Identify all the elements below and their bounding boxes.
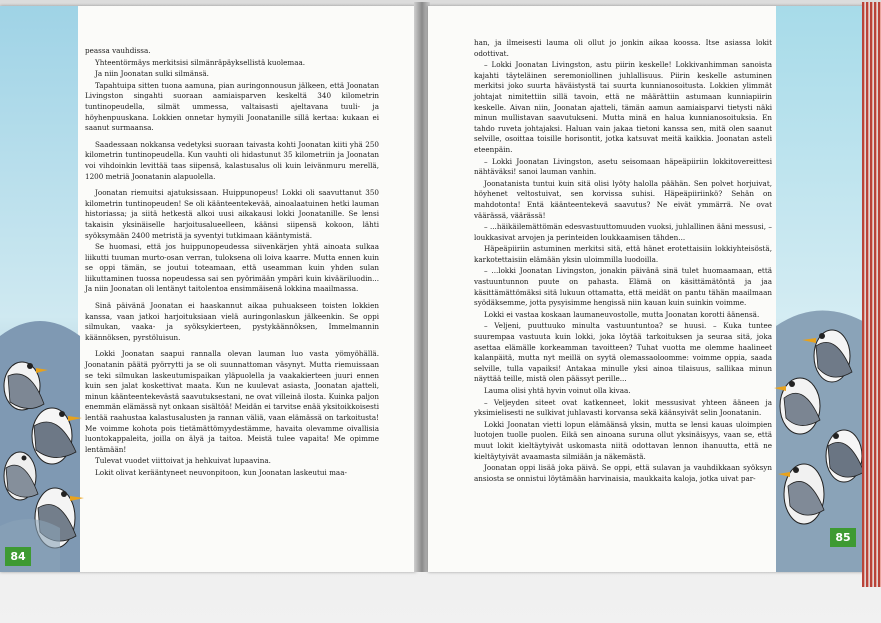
paragraph: Sinä päivänä Joonatan ei haaskannut aikaa puhuakseen toisten lokkien kanssa, vaan jatkoi harjoituksiaan vielä auringonlaskun jälkeenkin. Se oppi silmukan, vaaka- ja syöksykierteen, pystykäännöksen, Immelmannin käännöksen, pyrstöluisun. <box>85 301 379 342</box>
page-number-right: 85 <box>830 528 856 547</box>
paragraph: han, ja ilmeisesti lauma oli ollut jo jonkin aikaa koossa. Itse asiassa lokit odottivat. <box>474 38 772 58</box>
paragraph: Lokki ei vastaa koskaan laumaneuvostolle, mutta Joonatan korotti äänensä. <box>484 309 760 319</box>
paragraph: – Veljeni, puuttuuko minulta vastuuntuntoa? se huusi. – Kuka tuntee suurempaa vastuuta kuin lokki, joka löytää tarkoituksen ja seuraa sitä, joka asettaa elämälle korkeamman tavoitteen? Tuhat vuotta me olemme haalineet kalanpäitä, mutta nyt meillä on syytä olemassaoloomme: voimme oppia, saada selville, tulla vapaiksi! Antakaa minulle yksi ainoa tilaisuus, sallikaa minun näyttää teille, mistä olen päässyt perille... <box>474 321 772 384</box>
paragraph: peassa vauhdissa. <box>85 46 151 55</box>
paragraph: Tulevat vuodet viittoivat ja hehkuivat lupaavina. <box>95 456 271 466</box>
paragraph: Lokki Joonatan vietti lopun elämäänsä yksin, mutta se lensi kauas uloimpien luotojen tuolle puolen. Eikä sen ainoana suruna ollut yksinäisyys, vaan se, että muut lokit kieltäytyivät uskomasta niitä odottavan lennon ihanuutta, että ne kieltäytyivät avaamasta silmiään ja näkemästä. <box>474 419 772 461</box>
page-edges <box>862 2 881 587</box>
paragraph: Joonatan riemuitsi ajatuksissaan. Huippunopeus! Lokki oli saavuttanut 350 kilometrin tuntinopeuden! Se oli käänteentekevää, ainoalaatuinen hetki lauman historiassa; ja siitä hetkestä alkoi uusi aikakausi lokki Joonatanille. Se lensi takaisin yksinäiselle harjoitusalueelleen, käänsi siipensä kokoon, lähti syöksymään 2400 metristä ja syventyi tutkimaan kääntymistä. <box>85 188 379 240</box>
paragraph: Yhteentörmäys merkitsisi silmänräpäyksellistä kuolemaa. <box>95 57 306 67</box>
paragraph: Se huomasi, että jos huippunopeudessa siivenkärjen yhtä ainoata sulkaa liikutti tuuman murto-osan verran, tuloksena oli loiva kaarre. Mutta ennen kuin se oppi tämän, se joutui toteamaan, että useamman kuin yhden sulan liikuttaminen tuossa nopeudessa sai sen pyörimään ympäri kuin kivääriluodin... Ja niin Joonatan oli lentänyt taitolentoa ensimmäisenä lokkina maailmassa. <box>85 242 379 294</box>
paragraph: Tapahtuipa sitten tuona aamuna, pian auringonnousun jälkeen, että Joonatan Livingston singahti suoraan aamiaisparven keskeltä 340 kilometrin tuntinopeudella, silmät ummessa, valtaisasti ajeltavana tuuli- ja höyhenpuuskana. Lokkien onnetar hymyili Joonatanille sillä kertaa: kukaan ei saanut surmaansa. <box>85 80 379 133</box>
paragraph: – Veljeyden siteet ovat katkenneet, lokit messusivat yhteen ääneen ja yksimielisesti ne sulkivat juhlavasti korvansa sekä käänsyivät selin Joonatanin. <box>474 397 772 418</box>
paragraph: Lokit olivat kerääntyneet neuvonpitoon, kun Joonatan laskeutui maa- <box>95 467 347 477</box>
paragraph: Joonatanista tuntui kuin sitä olisi lyöty halolla päähän. Sen polvet horjuivat, höyhenet veltostuivat, sen korvissa suhisi. Häpeäpiiriinkö? Sehän on mahdotonta! Entä käänteentekevä saavutus? Ne eivät ymmärrä. Ne ovat väärässä, väärässä! <box>474 178 772 220</box>
paragraph: Saadessaan nokkansa vedetyksi suoraan taivasta kohti Joonatan kiiti yhä 250 kilometrin tuntinopeudella. Kun vauhti oli hidastunut 35 kilometriin ja Joonatan voi vihdoinkin levittää taas siipensä, kalastusalus oli kuin leivänmuru merellä, 1200 metriä Joonatanin alapuolella. <box>85 139 379 181</box>
paragraph: Häpeäpiiriin astuminen merkitsi sitä, että hänet erotettaisiin lokkiyhteisöstä, karkotettaisiin elämään yksin uloimmilla luodoilla. <box>474 244 772 264</box>
paragraph: – ...lokki Joonatan Livingston, jonakin päivänä sinä tulet huomaamaan, että vastuuntunnon puute on pahasta. Elämä on käsittämätöntä ja jaa käsittämättömäksi sitä lukuun ottamatta, että meidät on pantu tähän maailmaan syödäksemme, jotta pysyisimme hengissä niin kauan kuin suinkin voimme. <box>474 266 772 308</box>
paragraph: Ja niin Joonatan sulki silmänsä. <box>95 69 209 79</box>
paragraph: Lauma olisi yhtä hyvin voinut olla kivaa. <box>484 386 631 395</box>
left-margin-illustration <box>0 6 90 572</box>
paragraph: Lokki Joonatan saapui rannalla olevan lauman luo vasta yömyöhällä. Joonatanin päätä pyörrytti ja se oli suunnattoman väsynyt. Mutta riemuissaan se teki silmukan laskeutumispaikan yläpuolella ja vaakakierteen juuri ennen kuin sen jalat koskettivat maata. Kun ne kuulevat asiasta, Joonatan ajatteli, minun käänteentekevästä saavutuksestani, ne ovat villeinä ilosta. Kuinka paljon enemmän elämässä nyt onkaan sisältöä! Meidän ei tarvitse enää yksitoikkoisesti lentää raahustaa kalastusalusten ja rannan väliä, vaan elämässä on tarkoitusta! Me voimme kohota pois tietämättömyydestämme, havaita olevamme oivallisia luontokappaleita, joilla on älyä ja taitoa. Meistä tulee vapaita! Me opimme lentämään! <box>85 349 379 454</box>
left-page-text <box>85 46 379 480</box>
paragraph: – Lokki Joonatan Livingston, astu piirin keskelle! Lokkivanhimman sanoista kajahti täyteläinen seremoniollinen juhlallisuus. Piirin keskelle astuminen merkitsi joko suurta häväistystä tai suurta kunnianosoitusta. Lokkien ylimmät johtajat nimitettiin sillä tavoin, että ne määrättiin astumaan kunniapiirin keskelle. Aivan niin, Joonatan ajatteli, tämän aamun aamiaisparvi tietysti näki minun mullistavan saavutukseni. Mutta minä en halua kunnianosoituksia. En tahdo ruveta johtajaksi. Haluan vain jakaa tietoni kanssa sen, mitä olen saanut selville, osoittaa toisille horisontit, jotka katsuvat meitä kaikkia. Joonatan asteli eteenpäin. <box>474 60 772 154</box>
page-number-left: 84 <box>5 547 31 566</box>
paragraph: – Lokki Joonatan Livingston, asetu seisomaan häpeäpiiriin lokkitovereittesi nähtäväksi! sanoi lauman vanhin. <box>474 156 772 177</box>
right-page-text <box>474 38 772 485</box>
paragraph: – ...häikäilemättömän edesvastuuttomuuden vuoksi, juhlallinen ääni messusi, – loukkasivat arvojen ja perinteiden loukkaamisen tähden... <box>474 222 772 242</box>
paragraph: Joonatan oppi lisää joka päivä. Se oppi, että sulavan ja vauhdikkaan syöksyn ansiosta se onnistui löytämään harvinaisia, maukkaita kaloja, jotka uivat par- <box>474 463 772 483</box>
right-margin-illustration <box>770 6 868 572</box>
